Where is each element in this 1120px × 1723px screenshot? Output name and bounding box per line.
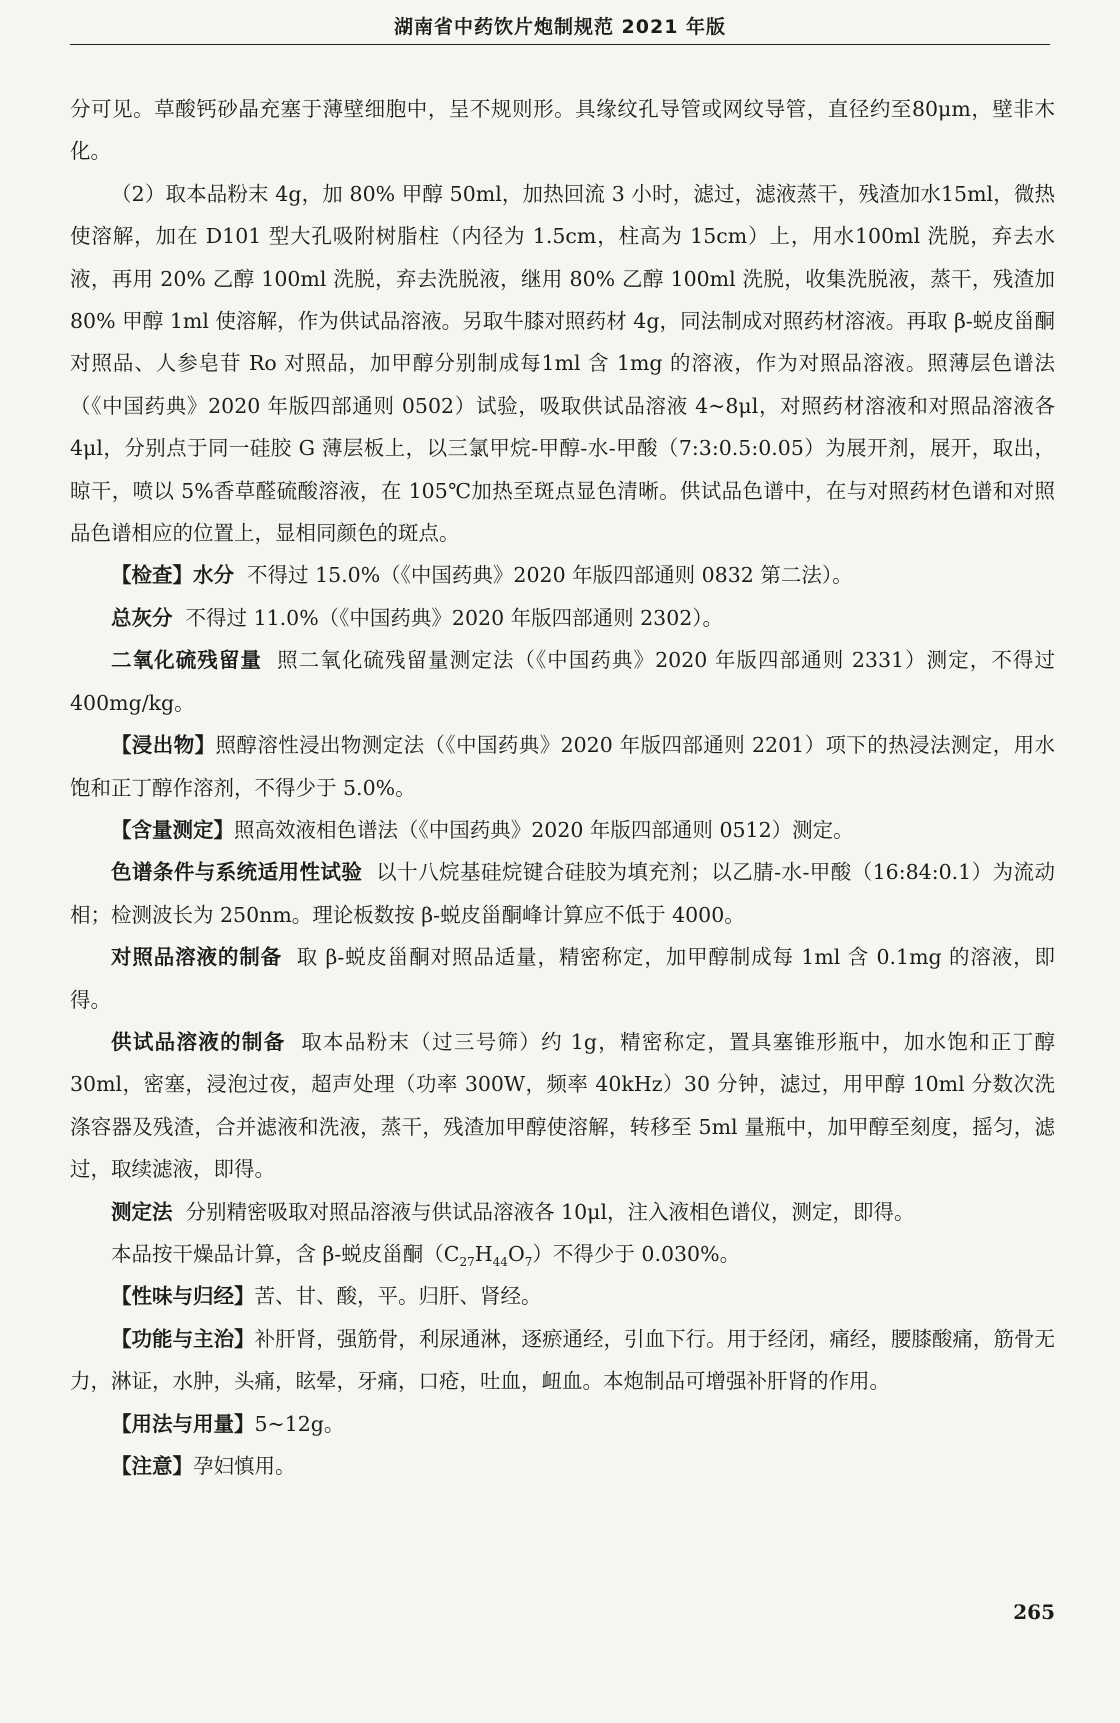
section-label: 二氧化硫残留量 bbox=[111, 648, 262, 673]
paragraph-usage-dosage bbox=[70, 1403, 1055, 1445]
section-label: 【性味与归经】 bbox=[111, 1284, 255, 1309]
paragraph-precautions bbox=[70, 1445, 1055, 1487]
paragraph-reference-solution bbox=[70, 936, 1055, 1021]
paragraph-tlc-identification: （2）取本品粉末 4g，加 80% 甲醇 50ml，加热回流 3 小时，滤过，滤液蒸干，残渣加水15ml，微热使溶解，加在 D101 型大孔吸附树脂柱（内径为 1.5cm，柱高为 15cm）上，用水100ml 洗脱，弃去水液，再用 20% 乙醇 100ml 洗脱，弃去洗脱液，继用 80% 乙醇 100ml 洗脱，收集洗脱液，蒸干，残渣加 80% 甲醇 1ml 使溶解，作为供试品溶液。另取牛膝对照药材 4g，同法制成对照药材溶液。再取 β-蜕皮甾酮对照品、人参皂苷 Ro 对照品，加甲醇分别制成每1ml 含 1mg 的溶液，作为对照品溶液。照薄层色谱法（《中国药典》2020 年版四部通则 0502）试验，吸取供试品溶液 4~8μl，对照药材溶液和对照品溶液各 4μl，分别点于同一硅胶 G 薄层板上，以三氯甲烷-甲醇-水-甲酸（7:3:0.5:0.05）为展开剂，展开，取出，晾干，喷以 5%香草醛硫酸溶液，在 105℃加热至斑点显色清晰。供试品色谱中，在与对照药材色谱和对照品色谱相应的位置上，显相同颜色的斑点。 bbox=[70, 181, 1055, 546]
paragraph-total-ash bbox=[70, 597, 1055, 639]
formula-h: H bbox=[474, 1241, 493, 1266]
paragraph-chromatographic-conditions bbox=[70, 851, 1055, 936]
section-label: 【注意】 bbox=[111, 1454, 193, 1478]
formula-sub-c: 27 bbox=[459, 1255, 475, 1270]
section-label: 【用法与用量】 bbox=[111, 1411, 255, 1436]
section-text: 不得过 15.0%（《中国药典》2020 年版四部通则 0832 第二法）。 bbox=[247, 563, 853, 588]
paragraph-extractives bbox=[70, 724, 1055, 809]
formula-sub-o: 7 bbox=[524, 1255, 533, 1270]
section-text: 5~12g。 bbox=[254, 1411, 345, 1436]
paragraph-functions-indications bbox=[70, 1318, 1055, 1403]
section-text: 以十八烷基硅烷键合硅胶为填充剂；以乙腈-水-甲酸（16:84:0.1）为流动相；检测波长为 250nm。理论板数按 β-蜕皮甾酮峰计算应不低于 4000。 bbox=[70, 860, 1055, 927]
section-label: 【浸出物】 bbox=[111, 733, 216, 758]
formula-o: O bbox=[507, 1241, 525, 1266]
paragraph-sulfur-dioxide bbox=[70, 639, 1055, 724]
section-label: 【功能与主治】 bbox=[111, 1326, 255, 1351]
section-text: 孕妇慎用。 bbox=[193, 1454, 296, 1478]
section-label: 测定法 bbox=[111, 1199, 173, 1224]
section-text: 苦、甘、酸，平。归肝、肾经。 bbox=[254, 1284, 542, 1309]
paragraph-assay bbox=[70, 809, 1055, 851]
section-text: 照高效液相色谱法（《中国药典》2020 年版四部通则 0512）测定。 bbox=[234, 817, 854, 842]
page-number: 265 bbox=[1013, 1600, 1055, 1624]
section-label: 色谱条件与系统适用性试验 bbox=[111, 860, 363, 885]
section-text: 分别精密吸取对照品溶液与供试品溶液各 10μl，注入液相色谱仪，测定，即得。 bbox=[185, 1199, 915, 1224]
section-text: 取本品粉末（过三号筛）约 1g，精密称定，置具塞锥形瓶中，加水饱和正丁醇 30ml，密塞，浸泡过夜，超声处理（功率 300W，频率 40kHz）30 分钟，滤过，用甲醇 10ml 分数次洗涤容器及残渣，合并滤液和洗液，蒸干，残渣加甲醇使溶解，转移至 5ml 量瓶中，加甲醇至刻度，摇匀，滤过，取续滤液，即得。 bbox=[70, 1029, 1056, 1182]
paragraph-nature-meridian bbox=[70, 1275, 1055, 1317]
section-text: 取 β-蜕皮甾酮对照品适量，精密称定，加甲醇制成每 1ml 含 0.1mg 的溶液，即得。 bbox=[70, 945, 1056, 1012]
section-label: 【检查】水分 bbox=[111, 563, 234, 588]
section-label: 【含量测定】 bbox=[111, 817, 234, 842]
paragraph-inspection-moisture bbox=[70, 554, 1055, 596]
formula-sub-h: 44 bbox=[492, 1255, 508, 1270]
paragraph-test-solution bbox=[70, 1021, 1055, 1191]
formula-post: ）不得少于 0.030%。 bbox=[532, 1241, 741, 1266]
section-label: 供试品溶液的制备 bbox=[111, 1029, 286, 1054]
formula-pre: 本品按干燥品计算，含 β-蜕皮甾酮（C bbox=[111, 1241, 460, 1266]
paragraph-procedure bbox=[70, 1191, 1055, 1233]
section-text: 补肝肾，强筋骨，利尿通淋，逐瘀通经，引血下行。用于经闭，痛经，腰膝酸痛，筋骨无力，淋证，水肿，头痛，眩晕，牙痛，口疮，吐血，衄血。本炮制品可增强补肝肾的作用。 bbox=[70, 1326, 1055, 1394]
section-text: 照二氧化硫残留量测定法（《中国药典》2020 年版四部通则 2331）测定，不得过 400mg/kg。 bbox=[70, 648, 1056, 715]
paragraph-content-limit bbox=[70, 1233, 1055, 1275]
section-text: 照醇溶性浸出物测定法（《中国药典》2020 年版四部通则 2201）项下的热浸法测定，用水饱和正丁醇作溶剂，不得少于 5.0%。 bbox=[70, 733, 1056, 800]
paragraph-microscopy-cont: 分可见。草酸钙砂晶充塞于薄壁细胞中，呈不规则形。具缘纹孔导管或网纹导管，直径约至80μm，壁非木化。 bbox=[70, 97, 1055, 164]
section-text: 不得过 11.0%（《中国药典》2020 年版四部通则 2302）。 bbox=[185, 605, 724, 630]
section-label: 对照品溶液的制备 bbox=[111, 945, 282, 970]
running-header: 湖南省中药饮片炮制规范 2021 年版 bbox=[70, 10, 1050, 45]
section-label: 总灰分 bbox=[111, 605, 173, 630]
body-text bbox=[70, 88, 1055, 1487]
